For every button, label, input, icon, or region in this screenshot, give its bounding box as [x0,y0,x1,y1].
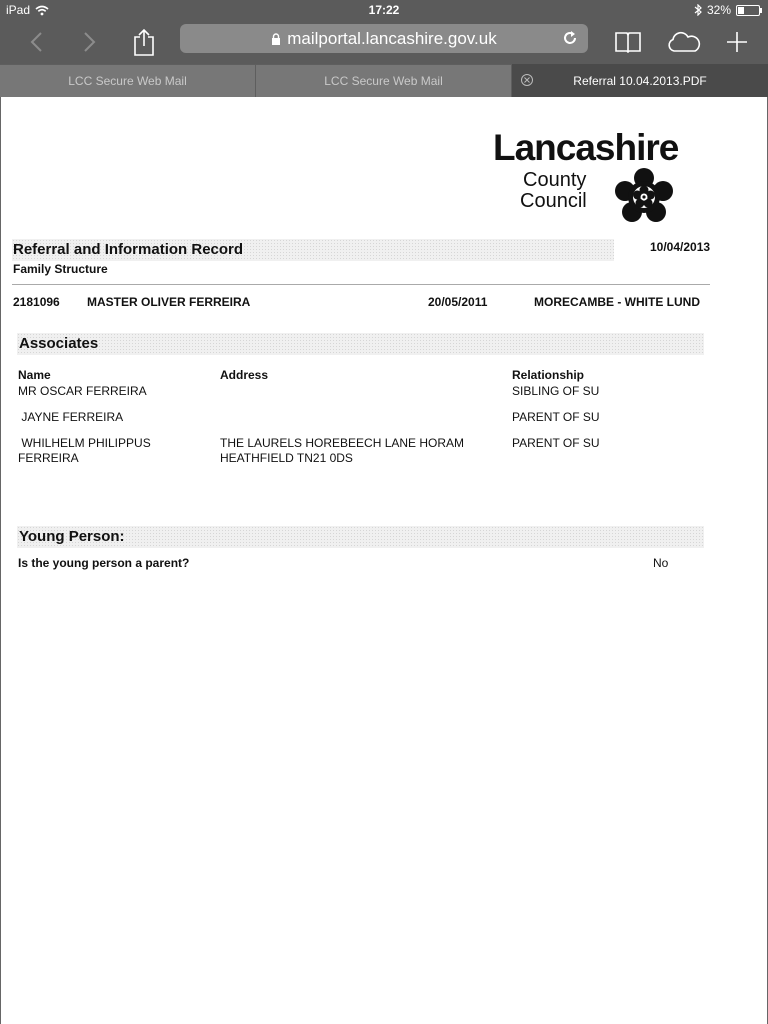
associate-address: THE LAURELS HOREBEECH LANE HORAM HEATHFIELD TN21 0DS [220,436,465,465]
tab-lcc-mail-2[interactable] [256,64,512,97]
column-header-address: Address [220,368,269,382]
associate-name: MR OSCAR FERREIRA [18,384,147,398]
forward-button[interactable] [68,20,112,64]
battery-percent: 32% [706,3,731,17]
logo-line-council: Council [520,190,587,212]
device-label: iPad [6,3,31,17]
associate-name: WHILHELM PHILIPPUS FERREIRA [18,436,151,465]
young-person-answer: No [653,556,669,570]
lock-icon [271,33,281,45]
chevron-right-icon [83,31,97,53]
close-tab-icon[interactable] [520,73,534,87]
young-person-question: Is the young person a parent? [18,556,190,570]
battery-icon [736,5,760,16]
logo-line-county: County [523,169,587,191]
back-button[interactable] [14,20,58,64]
young-person-heading: Young Person: [19,528,125,545]
young-person-heading-band [17,526,704,548]
book-icon [614,31,642,53]
bookmarks-button[interactable] [606,20,650,64]
tab-referral-pdf[interactable] [512,64,768,97]
client-location: MORECAMBE - WHITE LUND [534,295,700,309]
client-dob: 20/05/2011 [428,295,488,309]
bluetooth-icon [694,4,702,16]
record-subtitle: Family Structure [13,262,108,276]
associate-relationship: PARENT OF SU [512,410,600,424]
associate-name: JAYNE FERREIRA [18,410,124,424]
tab-label: Referral 10.04.2013.PDF [573,73,707,88]
share-icon [133,28,155,56]
tab-lcc-mail-1[interactable] [0,64,256,97]
red-rose-icon [613,167,675,225]
chevron-left-icon [29,31,43,53]
address-bar[interactable] [180,24,588,53]
clock: 17:22 [368,3,400,17]
associate-relationship: PARENT OF SU [512,436,600,450]
new-tab-button[interactable] [715,20,759,64]
associates-heading-band [17,333,704,355]
cloud-icon [666,31,702,53]
associate-relationship: SIBLING OF SU [512,384,600,398]
logo-name: Lancashire [493,127,679,168]
share-button[interactable] [122,20,166,64]
browser-toolbar [0,20,768,64]
column-header-relationship: Relationship [512,368,585,382]
divider [12,284,710,285]
icloud-tabs-button[interactable] [662,20,706,64]
record-title: Referral and Information Record [13,241,244,258]
status-bar [0,0,768,20]
council-logo [493,127,693,227]
pdf-document[interactable] [0,97,768,1024]
url-text: mailportal.lancashire.gov.uk [287,28,497,48]
record-date: 10/04/2013 [650,240,711,254]
associates-heading: Associates [19,335,99,352]
record-title-band [12,239,614,261]
client-name: MASTER OLIVER FERREIRA [87,295,251,309]
tab-label: LCC Secure Web Mail [68,74,187,88]
reload-icon[interactable] [560,28,580,48]
page-edge [0,97,1,1024]
column-header-name: Name [18,368,51,382]
plus-icon [726,31,748,53]
tab-label: LCC Secure Web Mail [324,74,443,88]
tab-bar [0,64,768,97]
client-id: 2181096 [13,295,60,309]
